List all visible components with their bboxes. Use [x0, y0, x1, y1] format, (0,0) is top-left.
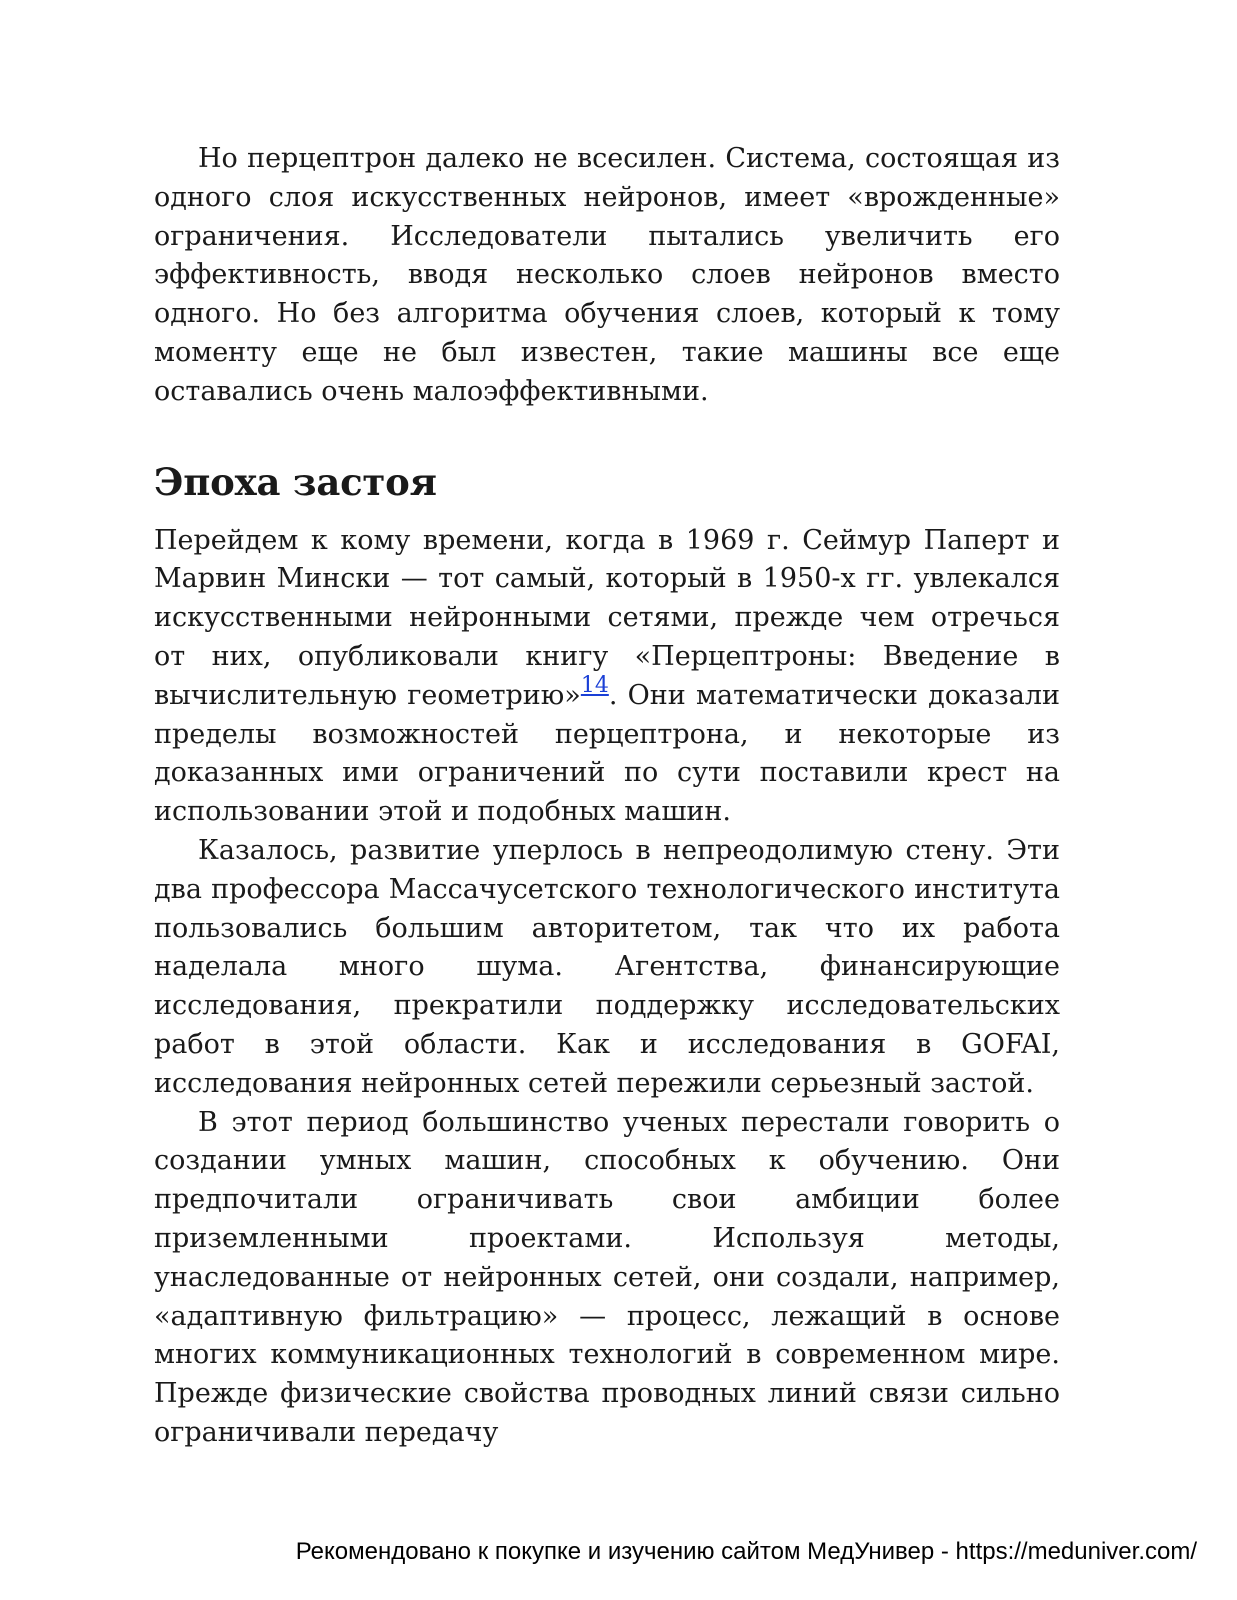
paragraph-text-part: Перейдем к кому времени, когда в 1969 г. Сеймур Паперт и Марвин Мински — тот самый, который в 1950-х гг. увлекался искусственными нейронными сетями, прежде чем отречься от них, опубликовали книгу «Перцептроны: Введение в вычислительную геометрию» — [154, 524, 1060, 711]
section-heading: Эпоха застоя — [154, 459, 437, 504]
paragraph-adaptive-filtering: В этот период большинство ученых перестали говорить о создании умных машин, способных к обучению. Они предпочитали ограничивать свои амбиции более приземленными проектами. Используя методы, унаследованные от нейронных сетей, они создали, например, «адаптивную фильтрацию» — процесс, лежащий в основе многих коммуникационных технологий в современном мире. Прежде физические свойства проводных линий связи сильно ограничивали передачу — [154, 1106, 1060, 1448]
footer-banner[interactable]: Рекомендовано к покупке и изучению сайтом МедУнивер - https://meduniver.com/ — [295, 1538, 1197, 1565]
paragraph-perceptron-limits: Но перцептрон далеко не всесилен. Система, состоящая из одного слоя искусственных нейронов, имеет «врожденные» ограничения. Исследователи пытались увеличить его эффективность, вводя несколько слоев нейронов вместо одного. Но без алгоритма обучения слоев, который к тому моменту еще не был известен, такие машины все еще оставались очень малоэффективными. — [154, 143, 1060, 407]
paragraph-text-part: . Они математически доказали пределы возможностей перцептрона, и некоторые из доказанных ими ограничений по сути поставили крест на использовании этой и подобных машин. — [154, 679, 1060, 828]
page-body — [154, 140, 1060, 1453]
paragraph-stagnation: Казалось, развитие уперлось в непреодолимую стену. Эти два профессора Массачусетского технологического института пользовались большим авторитетом, так что их работа наделала много шума. Агентства, финансирующие исследования, прекратили поддержку исследовательских работ в этой области. Как и исследования в GOFAI, исследования нейронных сетей пережили серьезный застой. — [154, 834, 1060, 1099]
footnote-link[interactable]: 14 — [580, 672, 609, 698]
paragraph-papert-minsky — [154, 522, 1060, 832]
